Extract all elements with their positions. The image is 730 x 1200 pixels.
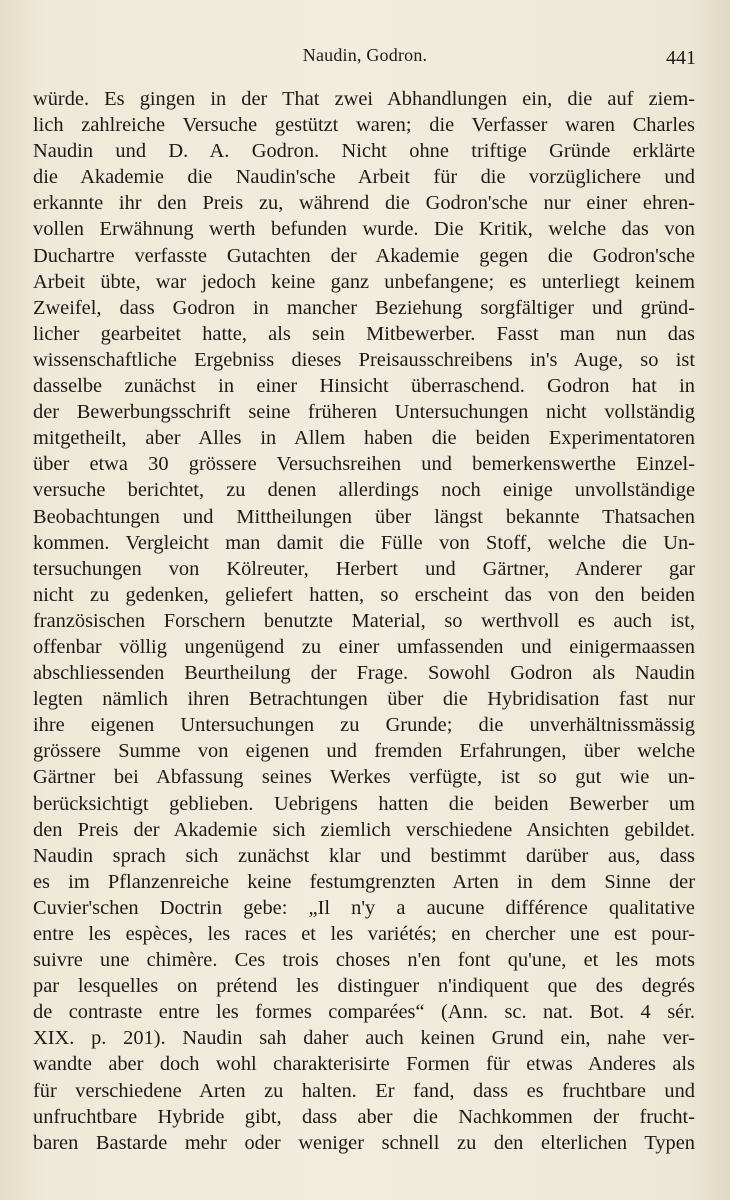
text-line: wandte aber doch wohl charakterisirte Formen für etwas Anderes als: [33, 1053, 695, 1076]
text-line: Zweifel, dass Godron in mancher Beziehung sorgfältiger und gründ-: [33, 296, 695, 319]
text-line: wissenschaftliche Ergebniss dieses Preisausschreibens in's Auge, so ist: [33, 348, 695, 371]
text-line: über etwa 30 grössere Versuchsreihen und bemerkenswerthe Einzel-: [33, 453, 695, 476]
text-line: berücksichtigt geblieben. Uebrigens hatten die beiden Bewerber um: [33, 792, 695, 815]
text-line: de contraste entre les formes comparées“ (Ann. sc. nat. Bot. 4 sér.: [33, 1001, 695, 1024]
text-line: dasselbe zunächst in einer Hinsicht überraschend. Godron hat in: [33, 375, 695, 398]
text-line: französischen Forschern benutzte Material, so werthvoll es auch ist,: [33, 609, 695, 632]
text-line: licher gearbeitet hatte, als sein Mitbewerber. Fasst man nun das: [33, 322, 695, 345]
text-line: ihre eigenen Untersuchungen zu Grunde; die unverhältnissmässig: [33, 714, 695, 737]
text-line: Cuvier'schen Doctrin gebe: „Il n'y a aucune différence qualitative: [33, 896, 695, 919]
text-line: den Preis der Akademie sich ziemlich verschiedene Ansichten gebildet.: [33, 818, 695, 841]
text-line: Duchartre verfasste Gutachten der Akademie gegen die Godron'sche: [33, 244, 695, 267]
running-title: Naudin, Godron.: [302, 45, 428, 65]
text-line: würde. Es gingen in der That zwei Abhandlungen ein, die auf ziem-: [33, 88, 695, 110]
text-line: die Akademie die Naudin'sche Arbeit für die vorzüglichere und: [33, 166, 695, 189]
text-line: XIX. p. 201). Naudin sah daher auch keinen Grund ein, nahe ver-: [33, 1027, 695, 1050]
text-line: unfruchtbare Hybride gibt, dass aber die Nachkommen der frucht-: [33, 1105, 695, 1128]
text-line: lich zahlreiche Versuche gestützt waren; die Verfasser waren Charles: [33, 114, 695, 137]
text-line: für verschiedene Arten zu halten. Er fand, dass es fruchtbare und: [33, 1079, 695, 1102]
text-line: baren Bastarde mehr oder weniger schnell zu den elterlichen Typen: [33, 1131, 695, 1154]
text-line: versuche berichtet, zu denen allerdings noch einige unvollständige: [33, 479, 695, 502]
text-line: offenbar völlig ungenügend zu einer umfassenden und einigermaassen: [33, 635, 695, 658]
body-text: [33, 86, 695, 1156]
text-line: Naudin sprach sich zunächst klar und bestimmt darüber aus, dass: [33, 844, 695, 867]
text-line: mitgetheilt, aber Alles in Allem haben die beiden Experimentatoren: [33, 427, 695, 450]
text-line: kommen. Vergleicht man damit die Fülle von Stoff, welche die Un-: [33, 531, 695, 554]
text-line: entre les espèces, les races et les variétés; en chercher une est pour-: [33, 923, 695, 945]
text-line: vollen Erwähnung werth befunden wurde. Die Kritik, welche das von: [33, 218, 695, 241]
text-line: nicht zu gedenken, geliefert hatten, so erscheint das von den beiden: [33, 583, 695, 606]
text-line: grössere Summe von eigenen und fremden Erfahrungen, über welche: [33, 740, 695, 763]
text-line: par lesquelles on prétend les distinguer n'indiquent que des degrés: [33, 975, 695, 998]
text-line: tersuchungen von Kölreuter, Herbert und Gärtner, Anderer gar: [33, 557, 695, 580]
text-line: Beobachtungen und Mittheilungen über längst bekannte Thatsachen: [33, 505, 695, 528]
text-line: der Bewerbungsschrift seine früheren Untersuchungen nicht vollständig: [33, 401, 695, 424]
text-line: erkannte ihr den Preis zu, während die Godron'sche nur einer ehren-: [33, 192, 695, 215]
text-line: Gärtner bei Abfassung seines Werkes verfügte, ist so gut wie un-: [33, 766, 695, 789]
text-line: Naudin und D. A. Godron. Nicht ohne triftige Gründe erklärte: [33, 140, 695, 163]
text-line: Arbeit übte, war jedoch keine ganz unbefangene; es unterliegt keinem: [33, 270, 695, 293]
page-number: 441: [666, 47, 696, 69]
text-line: es im Pflanzenreiche keine festumgrenzten Arten in dem Sinne der: [33, 870, 695, 893]
text-line: abschliessenden Beurtheilung der Frage. Sowohl Godron als Naudin: [33, 662, 695, 685]
text-line: suivre une chimère. Ces trois choses n'en font qu'une, et les mots: [33, 949, 695, 972]
text-line: legten nämlich ihren Betrachtungen über die Hybridisation fast nur: [33, 688, 695, 711]
